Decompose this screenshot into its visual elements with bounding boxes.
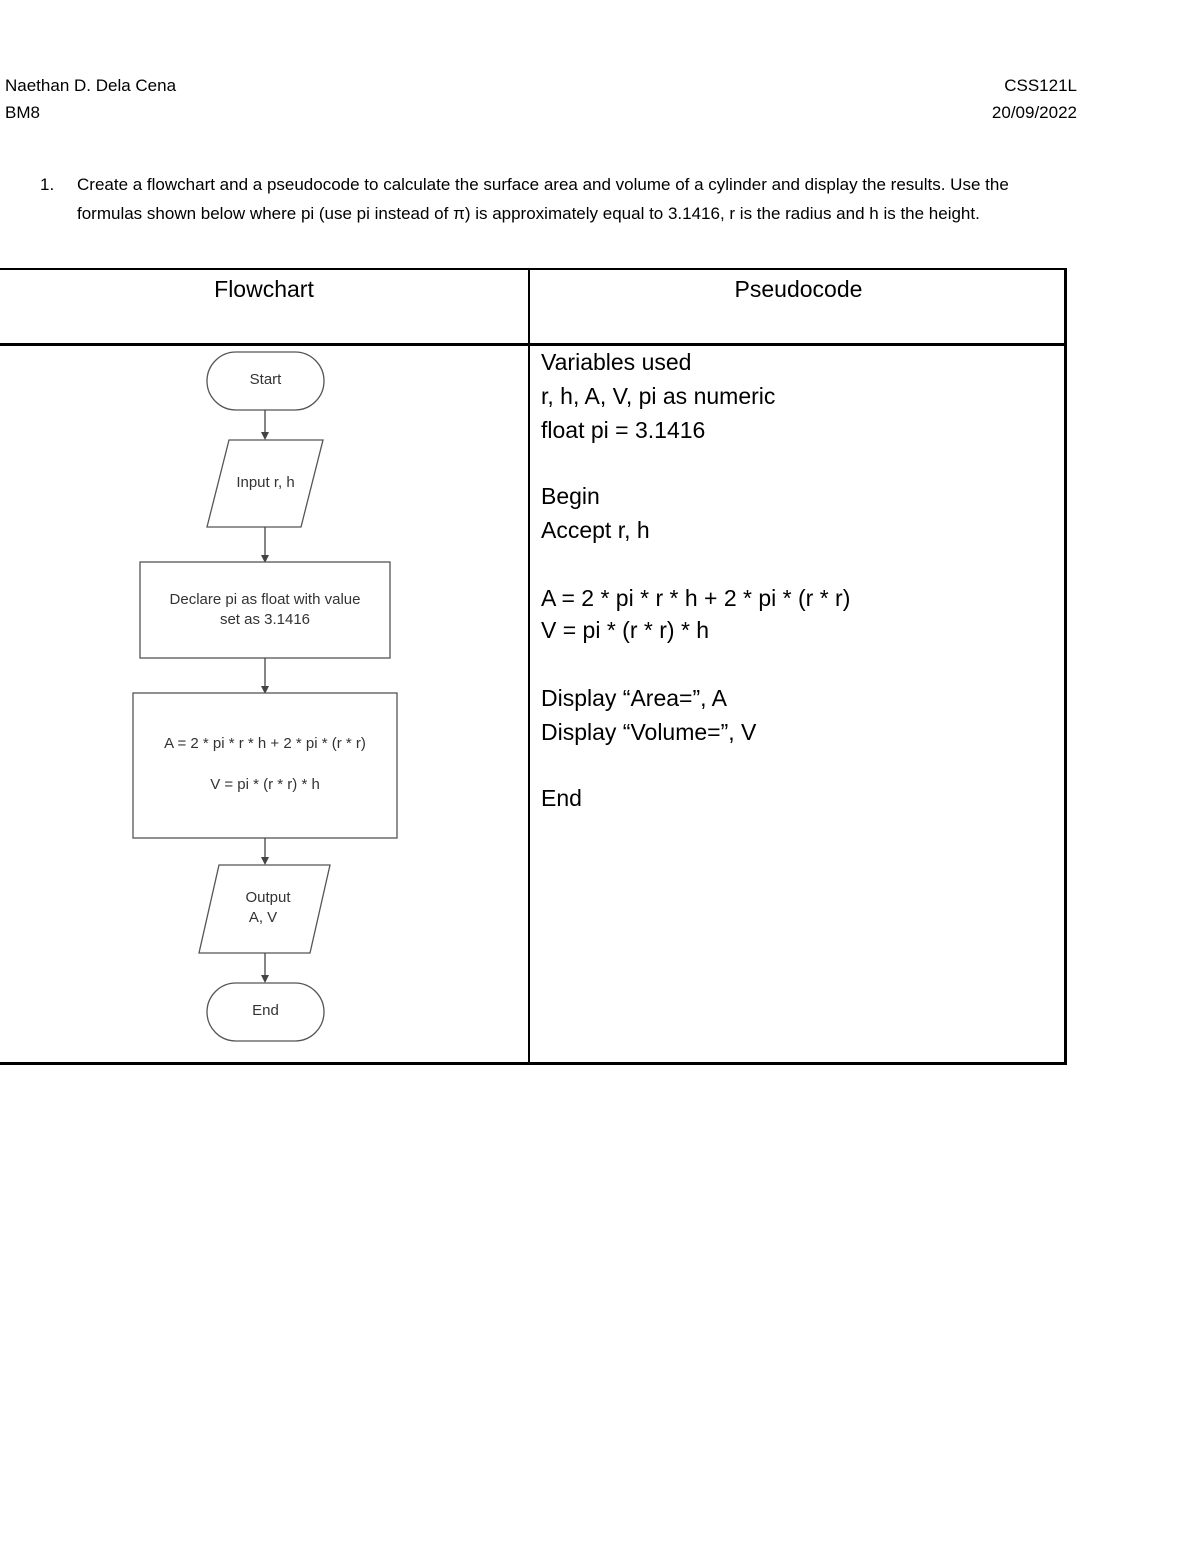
output-label-line1: Output [245, 889, 291, 906]
student-section: BM8 [5, 103, 40, 122]
area-formula: A = 2 * pi * r * h + 2 * pi * (r * r) [164, 735, 366, 752]
pseudocode-line: float pi = 3.1416 [541, 417, 706, 443]
output-label-line2: A, V [248, 909, 278, 926]
pseudocode-line: r, h, A, V, pi as numeric [541, 383, 776, 409]
table-border-bottom [0, 1062, 1067, 1065]
volume-formula: V = pi * (r * r) * h [210, 776, 320, 793]
pseudocode-line: V = pi * (r * r) * h [541, 617, 710, 643]
question-number: 1. [40, 175, 55, 194]
table-border-right [1064, 268, 1067, 1065]
end-label: End [252, 1002, 279, 1019]
start-terminal [207, 352, 324, 410]
input-label: Input r, h [236, 474, 295, 491]
start-label: Start [249, 371, 282, 388]
course-code: CSS121L [1004, 76, 1077, 95]
pseudocode-header: Pseudocode [734, 276, 863, 302]
student-name: Naethan D. Dela Cena [5, 76, 177, 95]
pseudocode-line: Variables used [541, 349, 692, 375]
end-terminal [207, 983, 324, 1041]
pseudocode-line: End [541, 785, 582, 811]
question-text: Create a flowchart and a pseudocode to calculate the surface area and volume of a cylinder and display the results. Use the formulas shown below where pi (use pi instead of π) is approximately equal to 3.1416, r is the radius and h is the height. [77, 175, 1009, 223]
pseudocode-line: Display “Area=”, A [541, 685, 727, 711]
pseudocode-line: Accept r, h [541, 517, 650, 543]
input-node [207, 440, 323, 527]
flowchart-diagram [0, 345, 528, 1060]
pseudocode-line: A = 2 * pi * r * h + 2 * pi * (r * r) [541, 585, 851, 611]
table-column-divider [528, 268, 530, 1065]
output-node [199, 865, 330, 953]
pseudocode-line: Begin [541, 483, 600, 509]
submission-date: 20/09/2022 [991, 103, 1077, 122]
compute-node [133, 693, 397, 838]
declare-node [140, 562, 390, 658]
flowchart-header: Flowchart [214, 276, 314, 302]
declare-label-line2: set as 3.1416 [219, 611, 311, 628]
declare-label-line1: Declare pi as float with value [169, 591, 361, 608]
pseudocode-line: Display “Volume=”, V [541, 719, 757, 745]
table-border-top [0, 268, 1067, 270]
